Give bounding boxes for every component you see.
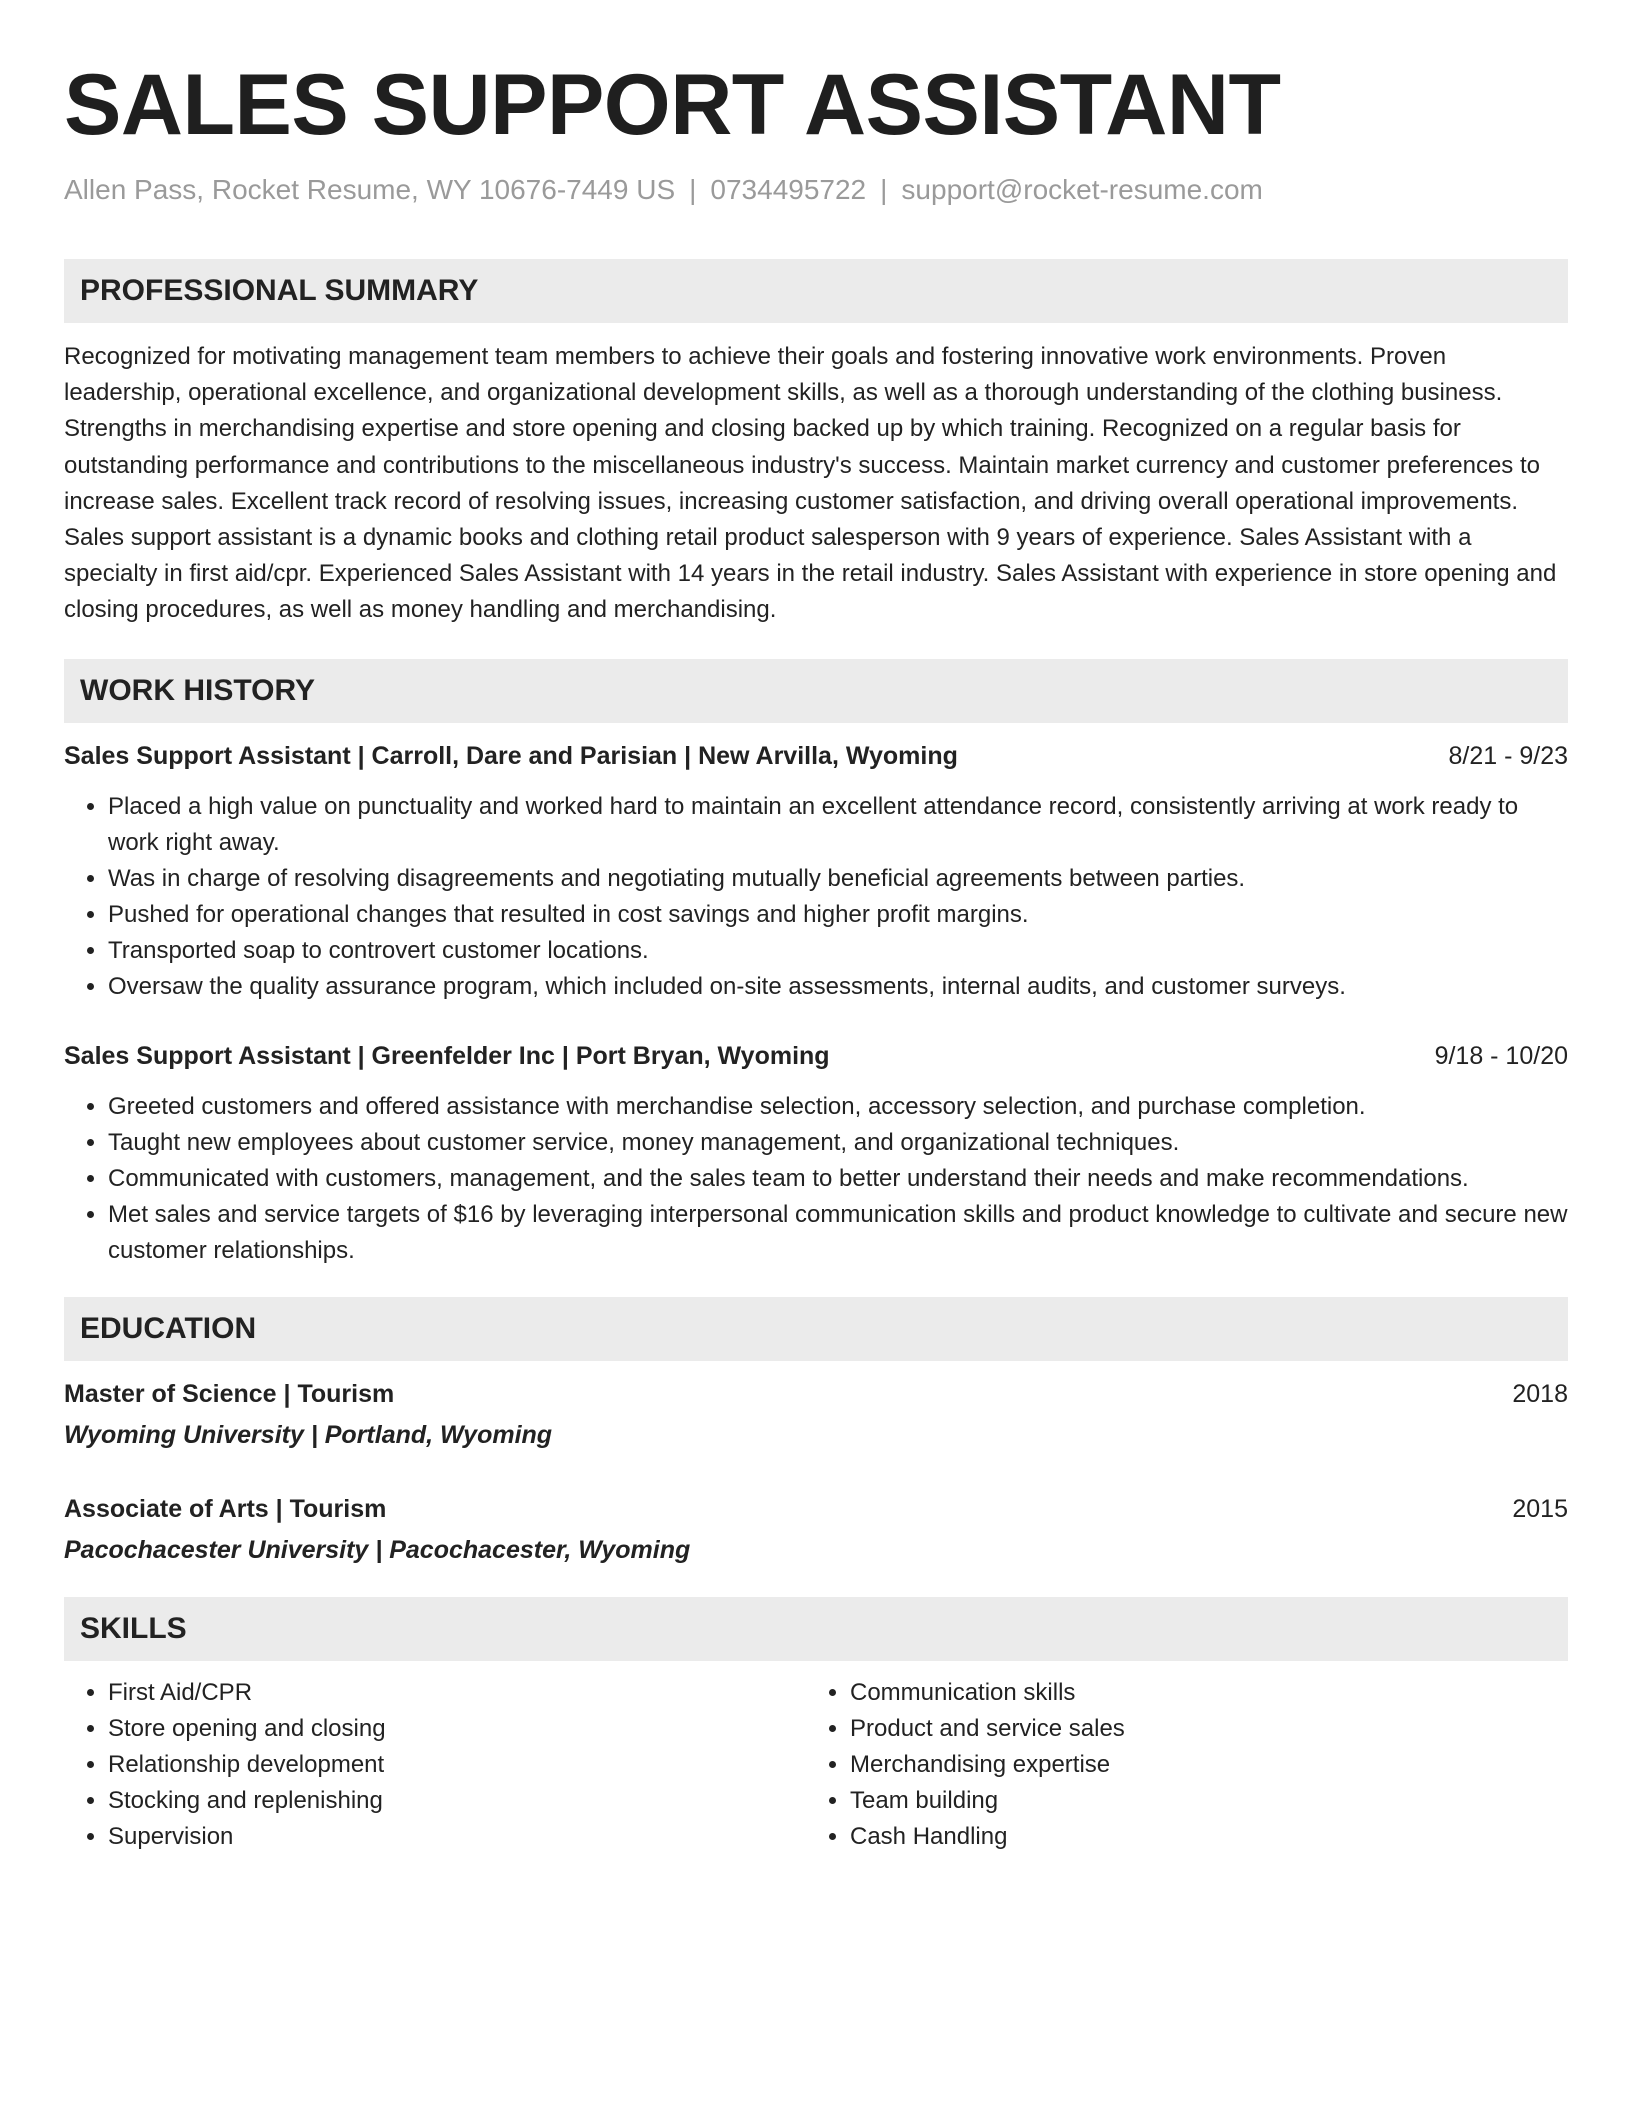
education-school: Pacochacester University | Pacochacester, Wyoming [64,1535,691,1564]
skill-item: • Stocking and replenishing [108,1783,806,1819]
contact-separator: | [689,174,697,205]
contact-line [64,172,1568,208]
job-bullet: • Taught new employees about customer service, money management, and organizational techniques. [108,1125,1568,1161]
job-dates: 9/18 - 10/20 [1434,1041,1568,1070]
job-bullet: • Was in charge of resolving disagreements and negotiating mutually beneficial agreements between parties. [108,861,1568,897]
job-bullet-list [64,1089,1568,1269]
resume-title: SALES SUPPORT ASSISTANT [64,57,1281,153]
education-entry [64,1492,1568,1567]
job-entry [64,739,1568,1005]
education-header [64,1377,1568,1411]
job-entry [64,1039,1568,1269]
education-year: 2015 [1512,1494,1568,1523]
job-bullet: • Placed a high value on punctuality and worked hard to maintain an excellent attendance record, consistently arriving at work ready to work right away. [108,789,1568,861]
contact-email: support@rocket-resume.com [901,174,1263,205]
education-degree: Master of Science | Tourism [64,1379,395,1408]
education-entry [64,1377,1568,1452]
education-degree: Associate of Arts | Tourism [64,1494,387,1523]
job-bullet: • Transported soap to controvert customer locations. [108,933,1568,969]
summary-paragraph: Recognized for motivating management team members to achieve their goals and fostering innovative work environments. Proven leadership, operational excellence, and organizational development skills, as well as a thorough understanding of the clothing business. Strengths in merchandising expertise and store opening and closing backed up by which training. Recognized on a regular basis for outstanding performance and contributions to the miscellaneous industry's success. Maintain market currency and customer preferences to increase sales. Excellent track record of resolving issues, increasing customer satisfaction, and driving overall operational improvements. Sales support assistant is a dynamic books and clothing retail product salesperson with 9 years of experience. Sales Assistant with a specialty in first aid/cpr. Experienced Sales Assistant with 14 years in the retail industry. Sales Assistant with experience in store opening and closing procedures, as well as money handling and merchandising. [64,343,1557,624]
job-bullet: • Pushed for operational changes that resulted in cost savings and higher profit margins. [108,897,1568,933]
skill-item: • Product and service sales [850,1711,1548,1747]
education-year: 2018 [1512,1379,1568,1408]
job-bullet: • Met sales and service targets of $16 by leveraging interpersonal communication skills and product knowledge to cultivate and secure new customer relationships. [108,1197,1568,1269]
job-bullet: • Communicated with customers, management, and the sales team to better understand their needs and make recommendations. [108,1161,1568,1197]
job-header [64,1039,1568,1073]
skill-item: • Store opening and closing [108,1711,806,1747]
skill-item: • Cash Handling [850,1819,1548,1855]
contact-phone: 0734495722 [710,174,867,205]
contact-address: Allen Pass, Rocket Resume, WY 10676-7449 US [64,174,676,205]
job-bullet: • Oversaw the quality assurance program, which included on-site assessments, internal audits, and customer surveys. [108,969,1568,1005]
skills-grid [64,1675,1568,1855]
education-school: Wyoming University | Portland, Wyoming [64,1420,553,1449]
section-heading-work-history: WORK HISTORY [64,659,1568,723]
job-header [64,739,1568,773]
skill-item: • First Aid/CPR [108,1675,806,1711]
skill-item: • Communication skills [850,1675,1548,1711]
skill-item: • Team building [850,1783,1548,1819]
contact-separator: | [880,174,888,205]
job-title: Sales Support Assistant | Carroll, Dare and Parisian | New Arvilla, Wyoming [64,741,958,770]
resume-page [64,0,1568,1855]
section-heading-education: EDUCATION [64,1297,1568,1361]
skill-item: • Supervision [108,1819,806,1855]
skill-item: • Relationship development [108,1747,806,1783]
job-bullet-list [64,789,1568,1005]
job-title: Sales Support Assistant | Greenfelder Inc | Port Bryan, Wyoming [64,1041,830,1070]
section-heading-skills: SKILLS [64,1597,1568,1661]
job-dates: 8/21 - 9/23 [1448,741,1568,770]
skill-item: • Merchandising expertise [850,1747,1548,1783]
job-bullet: • Greeted customers and offered assistance with merchandise selection, accessory selection, and purchase completion. [108,1089,1568,1125]
section-heading-summary: PROFESSIONAL SUMMARY [64,259,1568,323]
skills-column-right [850,1675,1548,1855]
skills-column-left [64,1675,806,1855]
education-header [64,1492,1568,1526]
